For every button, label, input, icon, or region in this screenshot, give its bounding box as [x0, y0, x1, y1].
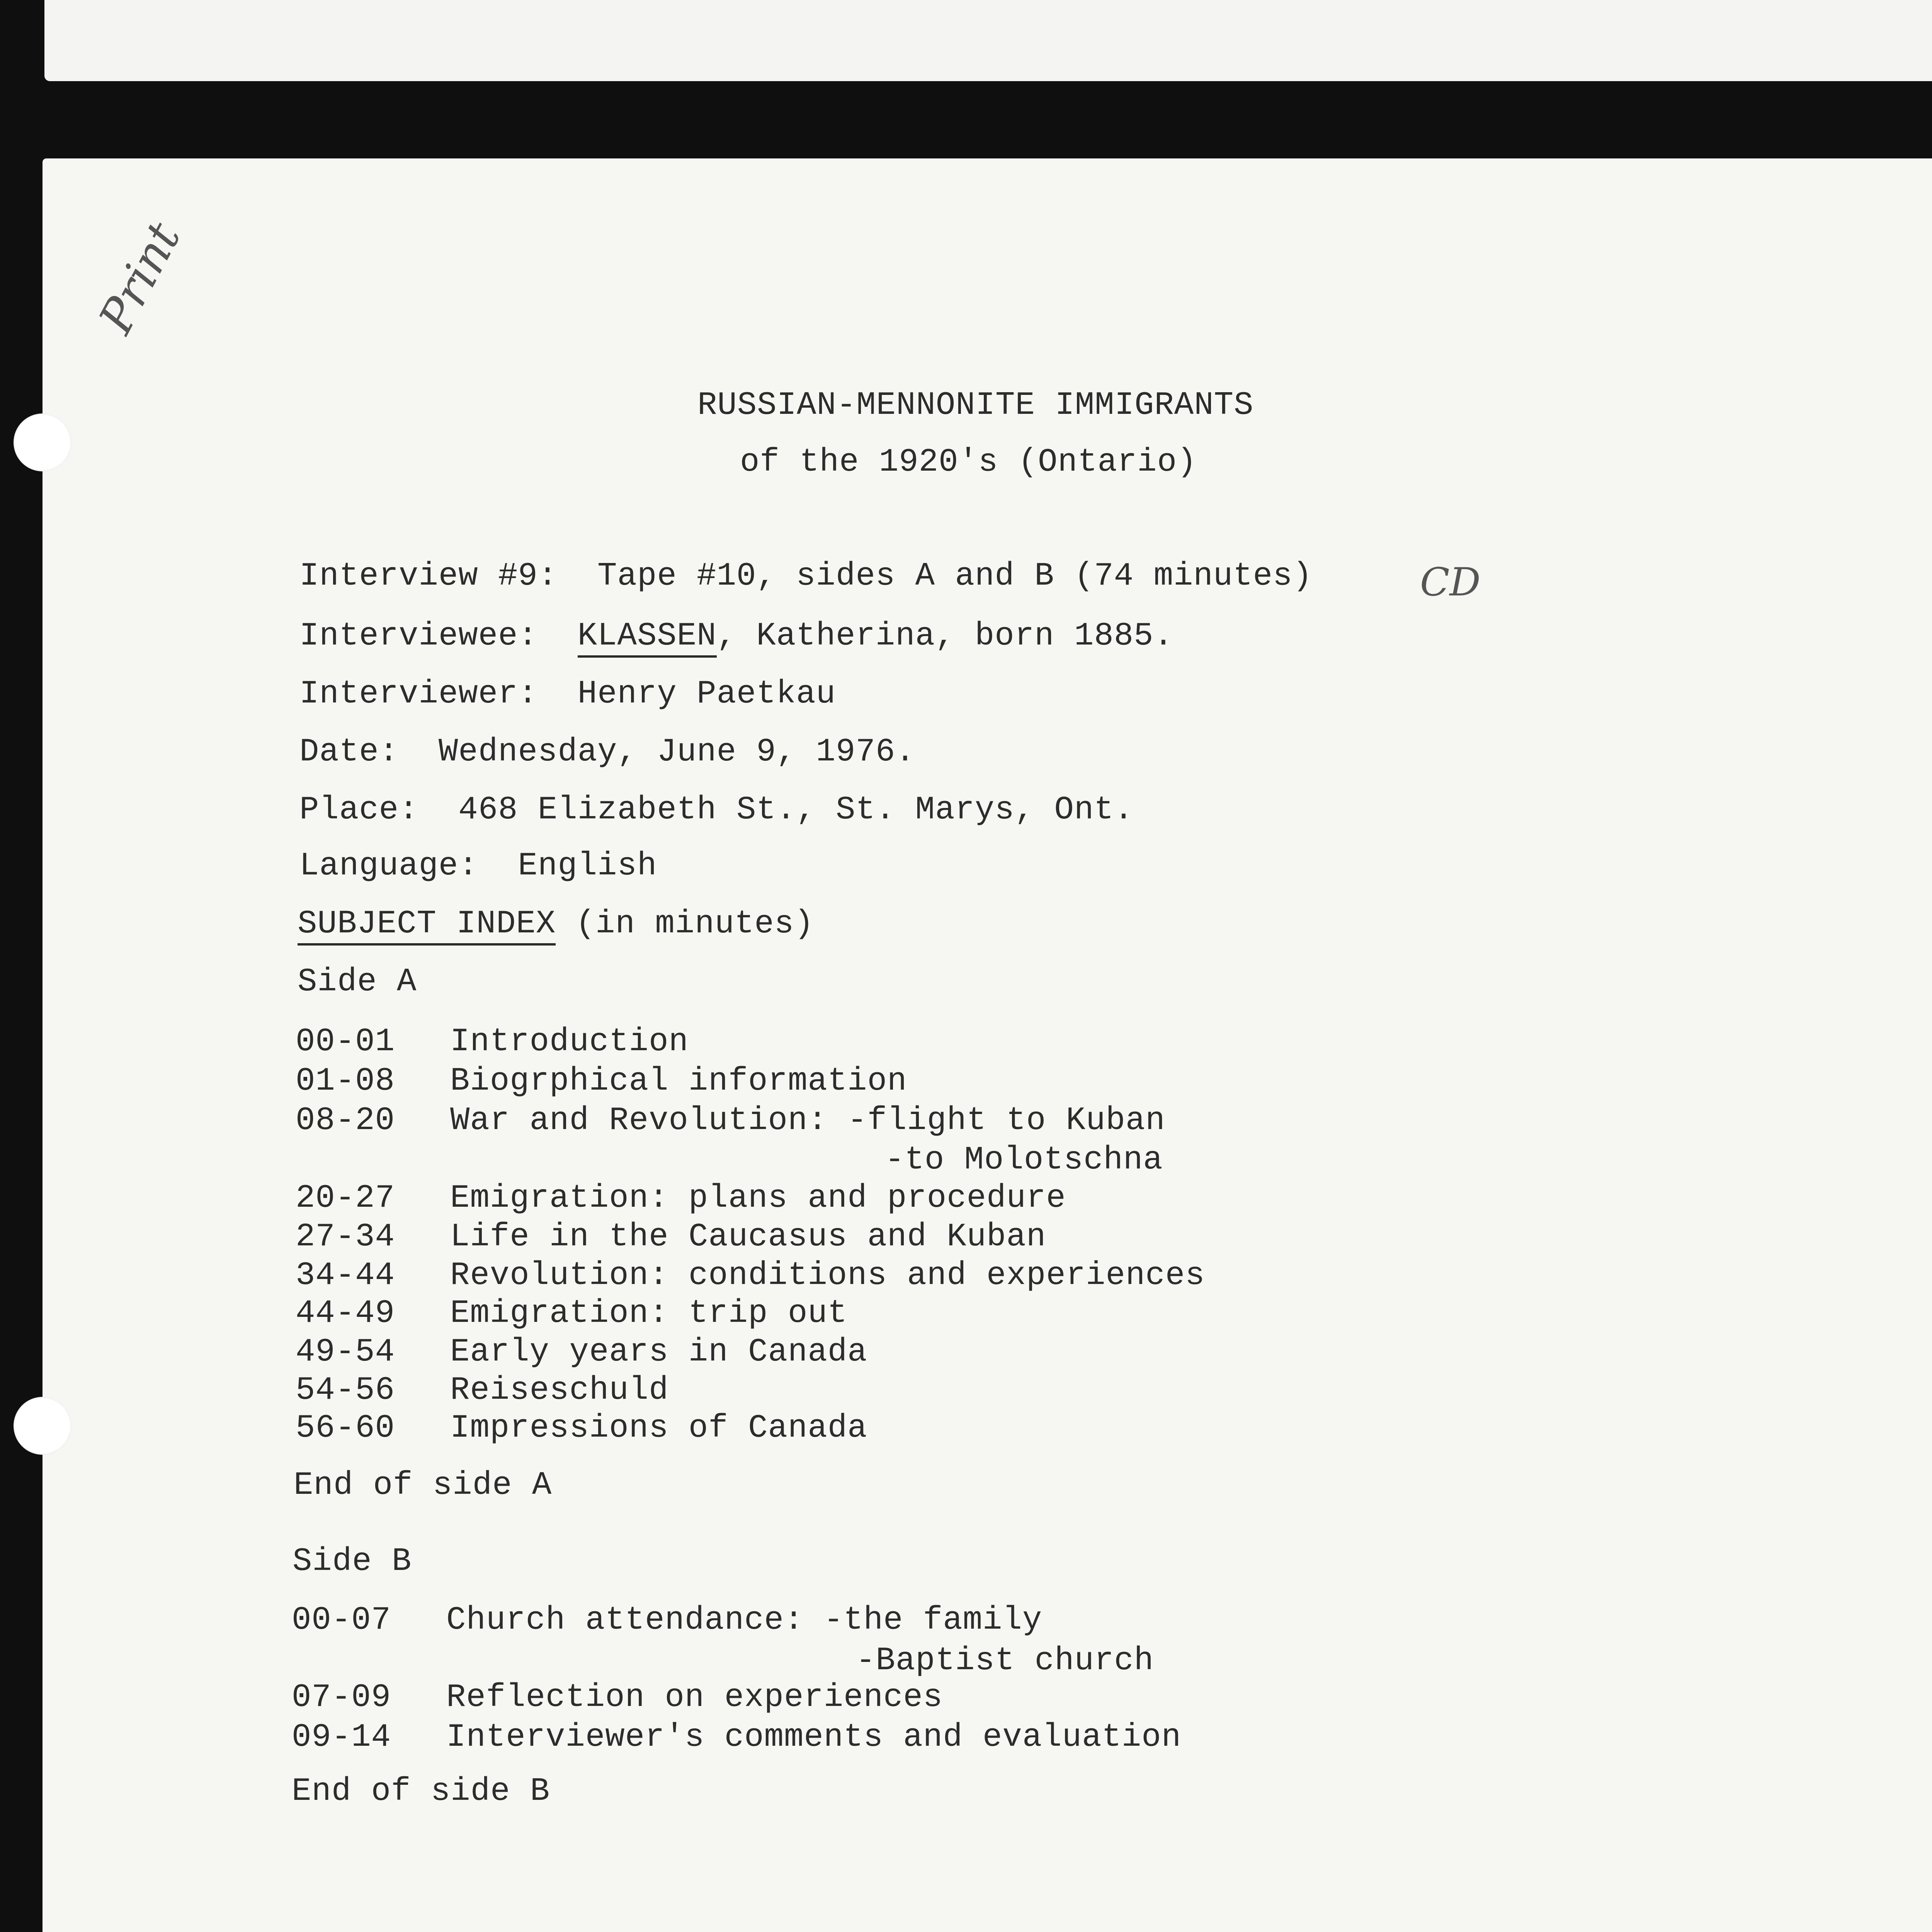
index-topic: Impressions of Canada	[450, 1410, 867, 1447]
index-range: 34-44	[296, 1257, 395, 1294]
index-row	[296, 1374, 669, 1407]
index-topic: Church attendance: -the family	[446, 1602, 1043, 1639]
index-row	[296, 1257, 1205, 1294]
index-range: 09-14	[292, 1719, 391, 1756]
index-range: 00-01	[296, 1024, 395, 1060]
index-range: 08-20	[296, 1102, 395, 1139]
punch-hole-top	[14, 413, 71, 471]
index-topic: Revolution: conditions and experiences	[450, 1257, 1205, 1294]
index-subtopic: -to Molotschna	[885, 1142, 1163, 1179]
index-row	[296, 1182, 1066, 1215]
subject-index-heading-line	[298, 908, 814, 940]
index-row	[292, 1604, 1042, 1637]
place-line	[299, 794, 1134, 827]
interview-label: Interview #9:	[299, 558, 558, 595]
interviewee-details: , Katherina, born 1885.	[716, 618, 1173, 655]
interviewee-surname: KLASSEN	[578, 618, 717, 658]
interviewee-line	[299, 620, 1173, 653]
interviewee-label: Interviewee:	[299, 618, 538, 655]
cd-handwritten-mark: CD	[1420, 560, 1481, 605]
index-row	[292, 1679, 943, 1716]
subject-index-heading: SUBJECT INDEX	[298, 906, 556, 946]
place-value: 468 Elizabeth St., St. Marys, Ont.	[458, 792, 1134, 828]
index-range: 56-60	[296, 1410, 395, 1447]
index-topic: Reflection on experiences	[446, 1679, 943, 1716]
index-range: 07-09	[292, 1679, 391, 1716]
index-range: 49-54	[296, 1334, 395, 1371]
side-a-label: Side A	[298, 964, 417, 1000]
date-line	[299, 736, 915, 769]
index-topic: War and Revolution: -flight to Kuban	[450, 1102, 1165, 1139]
language-label: Language:	[299, 848, 478, 884]
interviewer-label: Interviewer:	[299, 676, 538, 713]
index-topic: Introduction	[450, 1024, 689, 1060]
index-range: 54-56	[296, 1372, 395, 1409]
index-topic: Emigration: trip out	[450, 1295, 848, 1332]
index-topic: Emigration: plans and procedure	[450, 1180, 1066, 1217]
date-label: Date:	[299, 734, 399, 770]
index-row	[296, 1412, 867, 1445]
index-range: 00-07	[292, 1602, 391, 1639]
document-title: RUSSIAN-MENNONITE IMMIGRANTS	[697, 387, 1254, 424]
language-value: English	[518, 848, 657, 884]
index-topic: Reiseschuld	[450, 1372, 669, 1409]
index-row	[296, 1065, 907, 1098]
index-subtopic: -Baptist church	[856, 1643, 1154, 1679]
index-row	[296, 1221, 1046, 1253]
index-row	[296, 1336, 867, 1369]
side-b-label: Side B	[293, 1543, 412, 1580]
index-topic: Interviewer's comments and evaluation	[446, 1719, 1182, 1756]
margin-note-handwritten: Print	[89, 214, 191, 342]
index-range: 27-34	[296, 1219, 395, 1255]
interview-value: Tape #10, sides A and B (74 minutes)	[597, 558, 1313, 595]
index-row	[296, 1026, 689, 1058]
end-of-side-b: End of side B	[292, 1773, 550, 1810]
index-range: 20-27	[296, 1180, 395, 1217]
date-value: Wednesday, June 9, 1976.	[438, 734, 915, 770]
document-subtitle: of the 1920's (Ontario)	[740, 444, 1197, 481]
index-topic: Life in the Caucasus and Kuban	[450, 1219, 1046, 1255]
interviewer-value: Henry Paetkau	[577, 676, 836, 713]
place-label: Place:	[299, 792, 419, 828]
index-row	[292, 1721, 1181, 1754]
previous-page-edge	[44, 0, 1932, 81]
interviewer-line	[299, 678, 836, 711]
end-of-side-a: End of side A	[294, 1467, 552, 1504]
index-row	[296, 1102, 1165, 1139]
punch-hole-middle	[14, 1397, 71, 1455]
index-range: 44-49	[296, 1295, 395, 1332]
interview-line	[299, 560, 1313, 593]
index-row	[296, 1295, 848, 1332]
subject-index-suffix: (in minutes)	[575, 906, 814, 942]
index-topic: Biogrphical information	[450, 1063, 907, 1100]
index-range: 01-08	[296, 1063, 395, 1100]
index-topic: Early years in Canada	[450, 1334, 867, 1371]
language-line	[299, 850, 657, 883]
